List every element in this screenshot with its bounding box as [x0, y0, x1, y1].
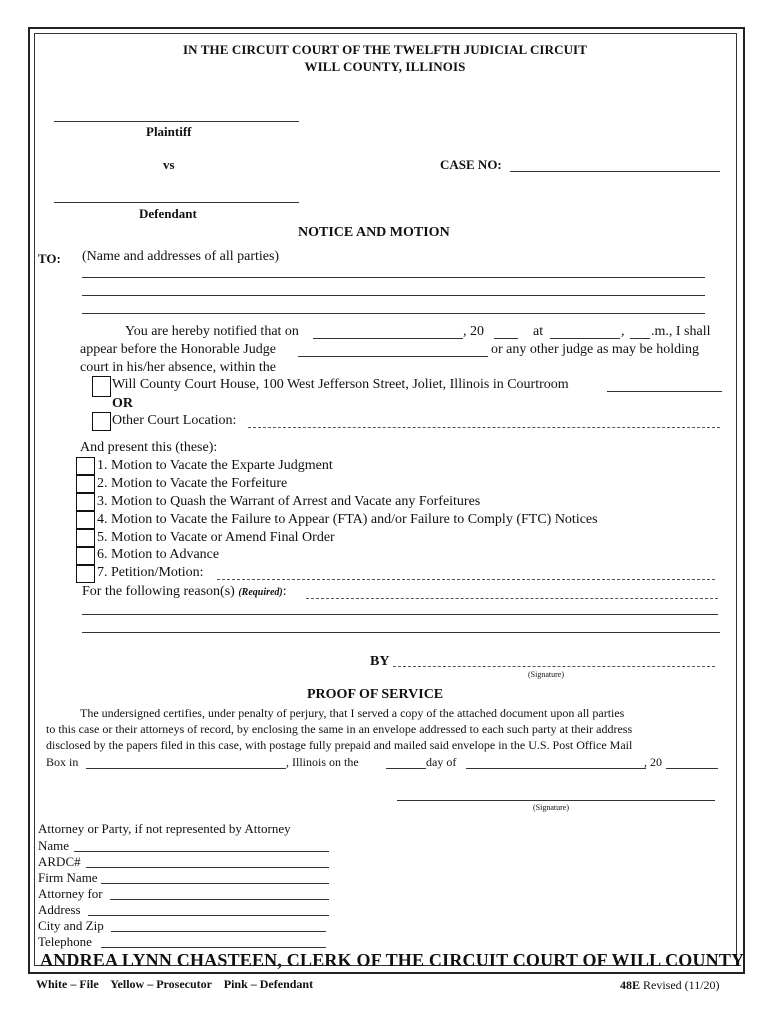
city-zip-label: City and Zip [38, 918, 104, 933]
address-label: Address [38, 902, 81, 917]
courthouse-checkbox[interactable] [92, 376, 111, 397]
motion-7-checkbox[interactable] [76, 565, 95, 583]
notice-date-field[interactable] [313, 338, 463, 339]
judge-name-field[interactable] [298, 356, 488, 357]
present-label: And present this (these): [80, 440, 218, 455]
ardc-field[interactable] [86, 867, 329, 868]
proof-signature-field[interactable] [397, 800, 715, 801]
motion-6-checkbox[interactable] [76, 547, 95, 565]
proof-text-4a: Box in [46, 755, 79, 769]
signature-field[interactable] [393, 666, 715, 667]
reason-field-3[interactable] [82, 632, 720, 633]
telephone-field[interactable] [101, 947, 326, 948]
attorney-heading: Attorney or Party, if not represented by Attorney [38, 821, 291, 836]
reason-label: For the following reason(s) (Required): [82, 584, 287, 599]
reason-field-1[interactable] [306, 598, 718, 599]
proof-signature-caption: (Signature) [533, 803, 569, 812]
motion-2-label: 2. Motion to Vacate the Forfeiture [97, 476, 288, 491]
copy-distribution: White – File Yellow – Prosecutor Pink – Defendant [36, 977, 314, 991]
required-note: (Required) [238, 587, 283, 598]
motion-2-checkbox[interactable] [76, 475, 95, 493]
motion-1-checkbox[interactable] [76, 457, 95, 475]
notice-time-field[interactable] [550, 338, 620, 339]
notice-text-b: , 20 [463, 324, 484, 339]
proof-text-4d: , 20 [644, 755, 662, 769]
mail-box-city-field[interactable] [86, 768, 286, 769]
other-location-checkbox[interactable] [92, 412, 111, 431]
notice-text-a: You are hereby notified that on [125, 324, 299, 339]
parties-line-2[interactable] [82, 295, 705, 296]
courtroom-field[interactable] [607, 391, 722, 392]
attorney-name-field[interactable] [74, 851, 329, 852]
motion-5-checkbox[interactable] [76, 529, 95, 547]
notice-year-field[interactable] [494, 338, 518, 339]
notice-ampm-field[interactable] [630, 338, 650, 339]
attorney-for-field[interactable] [110, 899, 329, 900]
telephone-label: Telephone [38, 934, 92, 949]
plaintiff-line[interactable] [54, 121, 299, 122]
attorney-for-label: Attorney for [38, 886, 103, 901]
motion-3-checkbox[interactable] [76, 493, 95, 511]
county-heading: WILL COUNTY, ILLINOIS [304, 59, 466, 74]
proof-text-2: to this case or their attorneys of record, by enclosing the same in an envelope addressed to each such party at their address [46, 722, 633, 736]
or-label: OR [112, 396, 133, 411]
proof-text-4b: , Illinois on the [286, 755, 359, 769]
notice-text-d: , [621, 324, 625, 339]
proof-text-3: disclosed by the papers filed in this case, with postage fully prepaid and mailed said envelope in the U.S. Post Office Mail [46, 738, 633, 752]
vs-label: vs [163, 157, 175, 172]
notice-text-e: .m., I shall [651, 324, 711, 339]
motion-4-checkbox[interactable] [76, 511, 95, 529]
parties-line-3[interactable] [82, 313, 705, 314]
revision-date: Revised (11/20) [643, 978, 720, 992]
firm-name-label: Firm Name [38, 870, 98, 885]
defendant-label: Defendant [139, 206, 197, 221]
attorney-name-label: Name [38, 838, 70, 853]
notice-other-judge: or any other judge as may be holding [491, 342, 700, 357]
motion-4-label: 4. Motion to Vacate the Failure to Appear (FTA) and/or Failure to Comply (FTC) Notices [97, 512, 598, 527]
city-zip-field[interactable] [111, 931, 326, 932]
motion-3-label: 3. Motion to Quash the Warrant of Arrest and Vacate any Forfeitures [97, 494, 481, 509]
proof-text-4c: day of [426, 755, 457, 769]
mail-year-field[interactable] [666, 768, 718, 769]
by-label: BY [370, 654, 390, 669]
defendant-line[interactable] [54, 202, 299, 203]
reason-field-2[interactable] [82, 614, 718, 615]
case-no-field[interactable] [510, 171, 720, 172]
mail-month-field[interactable] [466, 768, 646, 769]
proof-title: PROOF OF SERVICE [307, 687, 444, 702]
petition-motion-field[interactable] [217, 579, 715, 580]
notice-absence-text: court in his/her absence, within the [80, 360, 276, 375]
case-no-label: CASE NO: [440, 157, 502, 172]
parties-line-1[interactable] [82, 277, 705, 278]
firm-name-field[interactable] [101, 883, 329, 884]
other-location-label: Other Court Location: [112, 413, 237, 428]
courthouse-option-label: Will County Court House, 100 West Jefferson Street, Joliet, Illinois in Courtroom [112, 377, 569, 392]
motion-7-label: 7. Petition/Motion: [97, 565, 204, 580]
signature-caption: (Signature) [528, 670, 564, 679]
proof-text-1: The undersigned certifies, under penalty of perjury, that I served a copy of the attached document upon all parties [80, 706, 625, 720]
plaintiff-label: Plaintiff [146, 124, 192, 139]
motion-6-label: 6. Motion to Advance [97, 547, 220, 562]
notice-text-c: at [533, 324, 544, 339]
court-heading: IN THE CIRCUIT COURT OF THE TWELFTH JUDICIAL CIRCUIT [183, 42, 587, 57]
form-number: 48E Revised (11/20) [620, 978, 720, 992]
address-field[interactable] [88, 915, 329, 916]
form-title: NOTICE AND MOTION [298, 225, 450, 240]
mail-day-field[interactable] [386, 768, 426, 769]
to-instruction: (Name and addresses of all parties) [82, 249, 280, 264]
notice-judge-text: appear before the Honorable Judge [80, 342, 276, 357]
to-label: TO: [38, 251, 61, 266]
clerk-name: ANDREA LYNN CHASTEEN, CLERK OF THE CIRCUIT COURT OF WILL COUNTY [40, 950, 745, 970]
motion-1-label: 1. Motion to Vacate the Exparte Judgment [97, 458, 333, 473]
ardc-label: ARDC# [38, 854, 81, 869]
motion-5-label: 5. Motion to Vacate or Amend Final Order [97, 530, 335, 545]
other-location-field[interactable] [248, 427, 720, 428]
